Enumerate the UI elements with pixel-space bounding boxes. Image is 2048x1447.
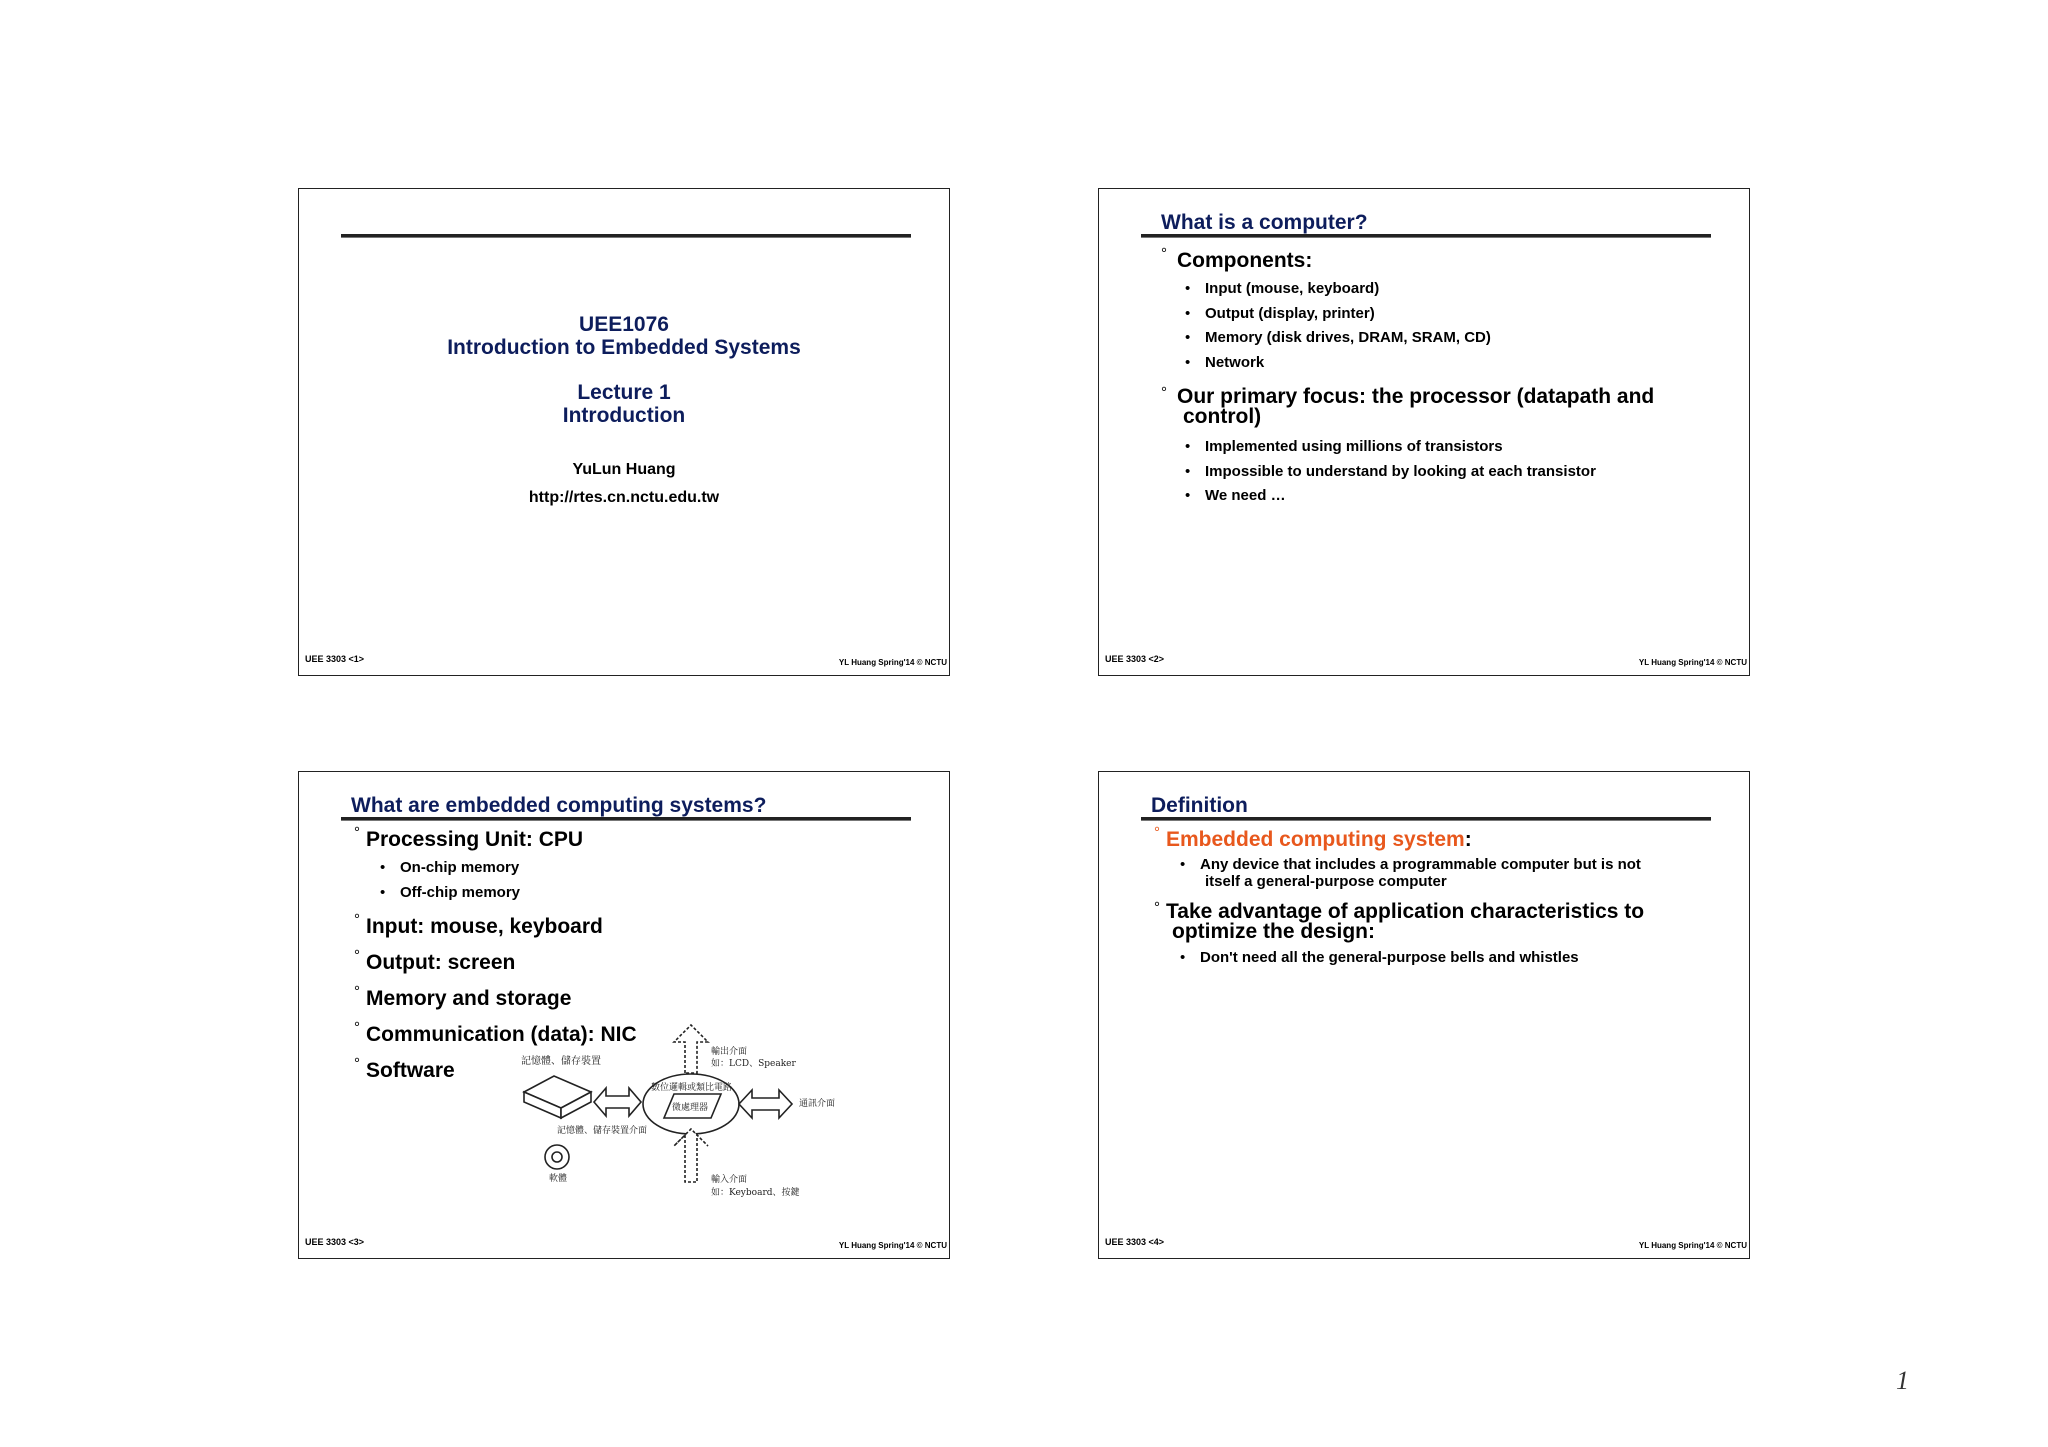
bullet-primary-focus: ° Our primary focus: the processor (datapath and control) • Implemented using millions of transistors • Impossible to understand by looking at each transistor • We need … — [1177, 387, 1737, 509]
sub-item: • On-chip memory — [400, 856, 926, 881]
bullet-text-line2: control) — [1183, 405, 1262, 428]
author: YuLun Huang — [572, 461, 676, 478]
bullet-processing-unit: ° Processing Unit: CPU • On-chip memory • Off-chip memory — [366, 828, 926, 905]
memory-label: 記憶體、儲存裝置 — [521, 1056, 601, 1067]
bullet-input: ° Input: mouse, keyboard — [354, 911, 603, 938]
bullet-list — [1154, 824, 1726, 968]
bullet-components: ° Components: • Input (mouse, keyboard) • Output (display, printer) • Memory (disk drives, DRAM, SRAM, CD) • Network — [1177, 249, 1737, 375]
communication-arrow — [739, 1090, 792, 1118]
sub-item: • Network — [1205, 351, 1737, 376]
bullet-list — [1161, 245, 1737, 509]
sub-item: • Any device that includes a programmable computer but is not itself a general-purpose computer — [1200, 856, 1726, 890]
footer-right: YL Huang Spring'14 © NCTU — [838, 1241, 947, 1250]
communication-label: 通訊介面 — [799, 1099, 836, 1109]
footer-left: UEE 3303 <1> — [305, 654, 365, 664]
footer-left: UEE 3303 <4> — [1105, 1237, 1165, 1247]
sub-list — [1200, 856, 1726, 890]
input-arrow — [674, 1129, 708, 1182]
slide-title: Definition — [1151, 794, 1248, 817]
course-url[interactable]: http://rtes.cn.nctu.edu.tw — [528, 489, 720, 506]
output-example: 如：LCD、Speaker — [711, 1059, 796, 1069]
slide-title: What are embedded computing systems? — [351, 794, 767, 817]
bullet-term: Embedded computing system — [1166, 828, 1465, 851]
processor-label: 微處理器 — [672, 1103, 709, 1113]
slide-1 — [298, 188, 950, 676]
slide-2 — [1098, 188, 1750, 676]
footer-right: YL Huang Spring'14 © NCTU — [838, 658, 947, 667]
storage-interface-label: 記憶體、儲存裝置介面 — [557, 1126, 648, 1136]
sub-item: • Implemented using millions of transistors — [1205, 435, 1737, 460]
bullet-take-advantage: ° Take advantage of application characteristics to optimize the design: • Don't need all the general-purpose bells and whistles — [1166, 902, 1726, 968]
input-label: 輸入介面 — [711, 1175, 748, 1185]
footer-right: YL Huang Spring'14 © NCTU — [1638, 1241, 1747, 1250]
software-disc-hole — [552, 1152, 562, 1162]
title-rule — [1141, 234, 1711, 238]
input-example: 如：Keyboard、按鍵 — [711, 1188, 800, 1198]
title-rule — [1141, 817, 1711, 821]
bullet-text: Components: — [1177, 249, 1313, 272]
slide-4 — [1098, 771, 1750, 1259]
output-arrow — [674, 1025, 708, 1073]
bullet-text-line1: Our primary focus: the processor (datapath and — [1177, 385, 1655, 408]
bullet-communication: ° Communication (data): NIC — [354, 1019, 637, 1046]
software-label: 軟體 — [549, 1174, 568, 1184]
course-code: UEE1076 — [579, 313, 669, 336]
sub-item: • Output (display, printer) — [1205, 302, 1737, 327]
footer-right: YL Huang Spring'14 © NCTU — [1638, 658, 1747, 667]
lecture-number: Lecture 1 — [577, 381, 671, 404]
digital-circuit-label: 數位邏輯或類比電路 — [651, 1083, 733, 1093]
slide-title: What is a computer? — [1161, 211, 1368, 234]
sub-list — [1205, 435, 1737, 509]
sub-list — [1205, 277, 1737, 375]
lecture-block — [299, 381, 949, 427]
sub-item: • Input (mouse, keyboard) — [1205, 277, 1737, 302]
sub-item: • Off-chip memory — [400, 881, 926, 906]
footer-left: UEE 3303 <2> — [1105, 654, 1165, 664]
bullet-output: ° Output: screen — [354, 947, 516, 974]
output-label: 輸出介面 — [711, 1047, 748, 1057]
sub-item: • Impossible to understand by looking at each transistor — [1205, 460, 1737, 485]
course-title-block — [299, 313, 949, 359]
footer-left: UEE 3303 <3> — [305, 1237, 365, 1247]
embedded-system-diagram — [509, 1022, 849, 1222]
bullet-text: Processing Unit: CPU — [366, 828, 584, 851]
sub-list — [400, 856, 926, 905]
bullet-software: ° Software — [354, 1055, 455, 1082]
bullet-memory: ° Memory and storage — [354, 983, 572, 1010]
bullet-definition: ° Embedded computing system: • Any device that includes a programmable computer but is not itself a general-purpose computer — [1166, 828, 1726, 890]
title-rule — [341, 234, 911, 238]
sub-item: • We need … — [1205, 484, 1737, 509]
title-rule — [341, 817, 911, 821]
sub-list — [1200, 948, 1726, 968]
slide-3 — [298, 771, 950, 1259]
course-title: Introduction to Embedded Systems — [447, 336, 801, 359]
page-number: 1 — [1896, 1366, 1909, 1395]
sub-item: • Memory (disk drives, DRAM, SRAM, CD) — [1205, 326, 1737, 351]
sub-item: • Don't need all the general-purpose bells and whistles — [1200, 948, 1726, 968]
lecture-title: Introduction — [562, 404, 686, 427]
memory-bus-arrow — [594, 1088, 641, 1116]
